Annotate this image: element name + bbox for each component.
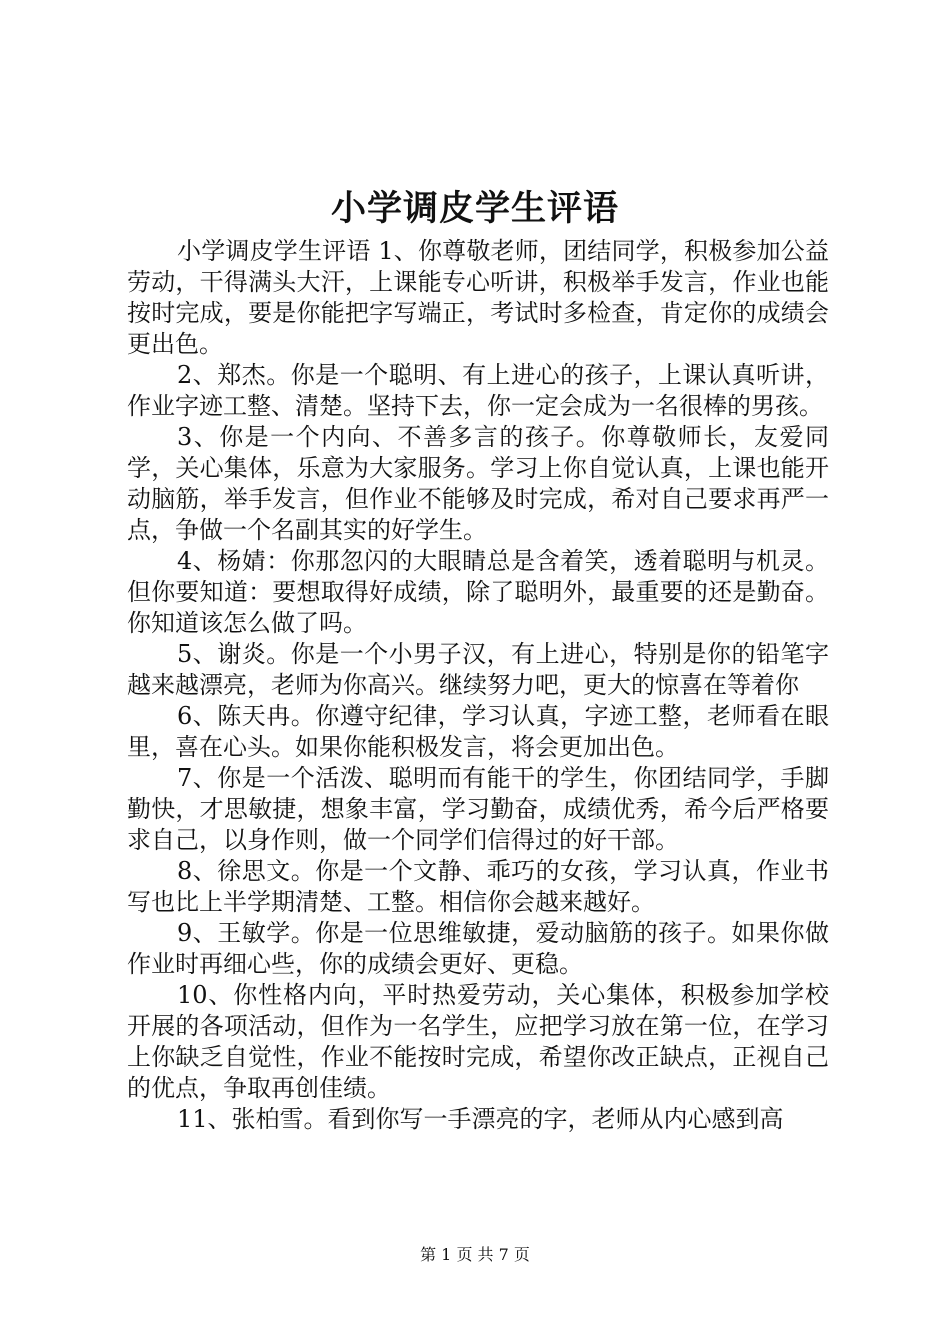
- document-title: 小学调皮学生评语: [330, 188, 619, 229]
- page-footer: 第 1 页 共 7 页: [420, 1245, 530, 1264]
- paragraph-6: 6、陈天冉。你遵守纪律，学习认真，字迹工整，老师看在眼里，喜在心头。如果你能积极发言，将会更加出色。: [127, 702, 829, 761]
- paragraph-2: 2、郑杰。你是一个聪明、有上进心的孩子，上课认真听讲，作业字迹工整、清楚。坚持下去，你一定会成为一名很棒的男孩。: [127, 361, 829, 420]
- paragraph-8: 8、徐思文。你是一个文静、乖巧的女孩，学习认真，作业书写也比上半学期清楚、工整。相信你会越来越好。: [127, 857, 829, 916]
- paragraph-1: 小学调皮学生评语 1、你尊敬老师，团结同学，积极参加公益劳动，干得满头大汗，上课能专心听讲，积极举手发言，作业也能按时完成，要是你能把字写端正，考试时多检查，肯定你的成绩会更出色。: [127, 237, 829, 358]
- paragraph-7: 7、你是一个活泼、聪明而有能干的学生，你团结同学，手脚勤快，才思敏捷，想象丰富，学习勤奋，成绩优秀，希今后严格要求自己，以身作则，做一个同学们信得过的好干部。: [127, 764, 829, 854]
- paragraph-4: 4、杨婧：你那忽闪的大眼睛总是含着笑，透着聪明与机灵。但你要知道：要想取得好成绩，除了聪明外，最重要的还是勤奋。你知道该怎么做了吗。: [127, 547, 829, 637]
- paragraph-10: 10、你性格内向，平时热爱劳动，关心集体，积极参加学校开展的各项活动，但作为一名学生，应把学习放在第一位，在学习上你缺乏自觉性，作业不能按时完成，希望你改正缺点，正视自己的优点，争取再创佳绩。: [127, 981, 829, 1102]
- paragraph-9: 9、王敏学。你是一位思维敏捷，爱动脑筋的孩子。如果你做作业时再细心些，你的成绩会更好、更稳。: [127, 919, 829, 978]
- document-body: [127, 236, 829, 1135]
- paragraph-5: 5、谢炎。你是一个小男子汉，有上进心，特别是你的铅笔字越来越漂亮，老师为你高兴。继续努力吧，更大的惊喜在等着你: [127, 640, 829, 699]
- paragraph-3: 3、你是一个内向、不善多言的孩子。你尊敬师长，友爱同学，关心集体，乐意为大家服务。学习上你自觉认真，上课也能开动脑筋，举手发言，但作业不能够及时完成，希对自己要求再严一点，争做一个名副其实的好学生。: [127, 423, 829, 544]
- paragraph-11: 11、张柏雪。看到你写一手漂亮的字，老师从内心感到高: [177, 1105, 784, 1133]
